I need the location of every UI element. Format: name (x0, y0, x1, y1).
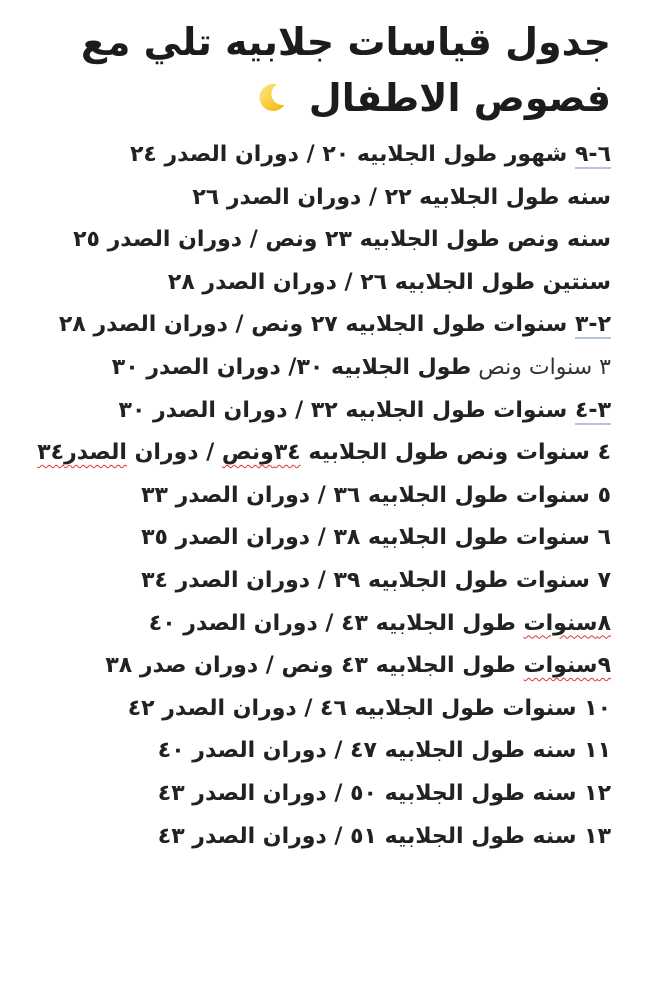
size-row: ٦ سنوات طول الجلابيه ٣٨ / دوران الصدر ٣٥ (141, 525, 611, 551)
age-link[interactable]: ٢-٣ (574, 312, 611, 338)
crescent-moon-icon (254, 81, 288, 115)
size-row: سنه طول الجلابيه ٢٢ / دوران الصدر ٢٦ (192, 184, 611, 210)
size-row: ٣-٤ سنوات طول الجلابيه ٣٢ / دوران الصدر ٣٠ (118, 397, 611, 423)
spellcheck-word[interactable]: ٩سنوات (523, 653, 611, 679)
size-row: ١٠ سنوات طول الجلابيه ٤٦ / دوران الصدر ٤٢ (127, 695, 611, 721)
size-row: ٧ سنوات طول الجلابيه ٣٩ / دوران الصدر ٣٤ (141, 567, 611, 593)
title-line-2: فصوص الاطفال (308, 76, 611, 120)
size-row: ٨سنوات طول الجلابيه ٤٣ / دوران الصدر ٤٠ (148, 610, 611, 636)
size-row: ٦-٩ شهور طول الجلابيه ٢٠ / دوران الصدر ٢٤ (129, 142, 611, 167)
size-row: ٩سنوات طول الجلابيه ٤٣ ونص / دوران صدر ٣٨ (105, 653, 611, 679)
size-row: ١٣ سنه طول الجلابيه ٥١ / دوران الصدر ٤٣ (157, 823, 611, 849)
age-link[interactable]: ٣-٤ (574, 397, 611, 423)
size-row: ١١ سنه طول الجلابيه ٤٧ / دوران الصدر ٤٠ (157, 738, 611, 764)
size-row: ٤ سنوات ونص طول الجلابيه ٣٤ونص / دوران الصدر٣٤ (37, 440, 611, 466)
size-row: ٢-٣ سنوات طول الجلابيه ٢٧ ونص / دوران الصدر ٢٨ (58, 312, 611, 338)
size-row: سنتين طول الجلابيه ٢٦ / دوران الصدر ٢٨ (167, 269, 611, 295)
age-link[interactable]: ٦-٩ (574, 142, 611, 167)
spellcheck-word[interactable]: الصدر٣٤ (37, 440, 127, 466)
spellcheck-word[interactable]: ٣٤ونص (221, 440, 301, 466)
size-row: ٣ سنوات ونص طول الجلابيه ٣٠/ دوران الصدر ٣٠ (111, 354, 611, 380)
size-list (21, 134, 611, 858)
note-title (21, 14, 611, 126)
size-row: ٥ سنوات طول الجلابيه ٣٦ / دوران الصدر ٣٣ (141, 482, 611, 508)
size-row: ١٢ سنه طول الجلابيه ٥٠ / دوران الصدر ٤٣ (157, 780, 611, 806)
spellcheck-word[interactable]: ٨سنوات (523, 610, 611, 636)
note-body (21, 14, 611, 858)
title-line-1: جدول قياسات جلابيه تلي مع (80, 20, 611, 64)
size-row: سنه ونص طول الجلابيه ٢٣ ونص / دوران الصدر ٢٥ (73, 227, 611, 253)
